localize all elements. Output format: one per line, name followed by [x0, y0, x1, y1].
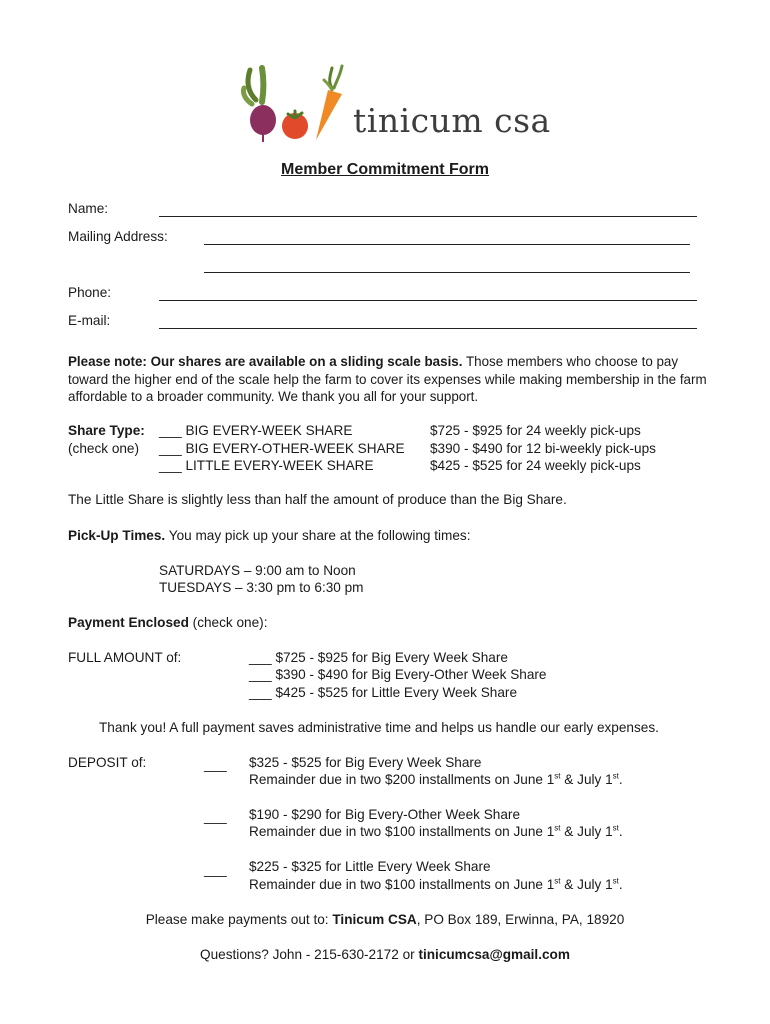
- deposit-option-1-sup-b: st: [612, 771, 619, 781]
- page-title: Member Commitment Form: [280, 161, 490, 178]
- beet-icon: [243, 68, 276, 142]
- deposit-option-2-sup-b: st: [612, 823, 619, 833]
- logo-wordmark: tinicum csa: [353, 101, 551, 140]
- payment-bold: Payment Enclosed: [68, 615, 189, 630]
- payment-address: [0, 912, 770, 927]
- tinicum-csa-logo: [236, 60, 356, 146]
- pickup-bold: Pick-Up Times.: [68, 528, 166, 543]
- deposit-option-2-sup-a: st: [554, 823, 561, 833]
- payment-heading: [68, 615, 267, 630]
- full-option-little-every-week[interactable]: ___ $425 - $525 for Little Every Week Share: [249, 685, 518, 700]
- deposit-option-1-rem-a: Remainder due in two $200 installments on June 1: [249, 772, 555, 787]
- pickup-times-heading: [68, 528, 471, 543]
- deposit-checkbox-2[interactable]: ___: [204, 809, 227, 824]
- share-price-big-every-other-week: $390 - $490 for 12 bi-weekly pick-ups: [430, 441, 656, 456]
- deposit-option-1-end: .: [618, 772, 623, 787]
- pickup-time-tuesday: TUESDAYS – 3:30 pm to 6:30 pm: [159, 580, 364, 595]
- payment-text: (check one):: [188, 615, 268, 630]
- deposit-option-2-remainder: [249, 824, 623, 839]
- contact-email[interactable]: tinicumcsa@gmail.com: [418, 947, 570, 962]
- deposit-option-1-sup-a: st: [554, 771, 561, 781]
- deposit-checkbox-3[interactable]: ___: [204, 862, 227, 877]
- deposit-option-2-title: $190 - $290 for Big Every-Other Week Share: [249, 807, 521, 822]
- note-heading: Please note: Our shares are available on a sliding scale basis.: [68, 354, 463, 369]
- phone-field[interactable]: [159, 300, 697, 301]
- deposit-option-1-title: $325 - $525 for Big Every Week Share: [249, 755, 482, 770]
- deposit-option-3-title: $225 - $325 for Little Every Week Share: [249, 859, 491, 874]
- share-option-little-every-week[interactable]: ___ LITTLE EVERY-WEEK SHARE: [159, 458, 374, 473]
- deposit-option-3-end: .: [618, 877, 623, 892]
- mailing-address-label: Mailing Address:: [68, 229, 168, 244]
- questions-contact: [0, 947, 770, 962]
- full-amount-label: FULL AMOUNT of:: [68, 650, 182, 665]
- deposit-option-3-remainder: [249, 877, 623, 892]
- pickup-text: You may pick up your share at the following times:: [165, 528, 471, 543]
- deposit-option-1-remainder: [249, 772, 623, 787]
- deposit-option-1-rem-b: & July 1: [560, 772, 613, 787]
- share-price-little-every-week: $425 - $525 for 24 weekly pick-ups: [430, 458, 641, 473]
- full-option-big-every-other-week[interactable]: ___ $390 - $490 for Big Every-Other Week Share: [249, 667, 547, 682]
- pay-payee: Tinicum CSA: [332, 912, 417, 927]
- name-field[interactable]: [159, 216, 697, 217]
- deposit-checkbox-1[interactable]: ___: [204, 757, 227, 772]
- share-type-label: Share Type:: [68, 423, 145, 438]
- little-share-note: The Little Share is slightly less than half the amount of produce than the Big Share.: [68, 492, 567, 507]
- deposit-option-2-rem-b: & July 1: [560, 824, 613, 839]
- questions-text: Questions? John - 215-630-2172 or: [200, 947, 419, 962]
- deposit-option-3-sup-a: st: [554, 876, 561, 886]
- tomato-icon: [282, 111, 308, 139]
- phone-label: Phone:: [68, 285, 112, 300]
- email-label: E-mail:: [68, 313, 111, 328]
- share-price-big-every-week: $725 - $925 for 24 weekly pick-ups: [430, 423, 641, 438]
- mailing-address-field[interactable]: [204, 244, 690, 245]
- deposit-option-3-rem-a: Remainder due in two $100 installments on June 1: [249, 877, 555, 892]
- name-label: Name:: [68, 201, 109, 216]
- share-type-sublabel: (check one): [68, 441, 140, 456]
- pay-post: , PO Box 189, Erwinna, PA, 18920: [416, 912, 625, 927]
- deposit-option-2-rem-a: Remainder due in two $100 installments on June 1: [249, 824, 555, 839]
- email-field[interactable]: [159, 328, 697, 329]
- sliding-scale-note: [68, 353, 708, 406]
- deposit-label: DEPOSIT of:: [68, 755, 147, 770]
- pickup-time-saturday: SATURDAYS – 9:00 am to Noon: [159, 563, 356, 578]
- deposit-option-3-sup-b: st: [612, 876, 619, 886]
- full-payment-thanks: Thank you! A full payment saves administrative time and helps us handle our early expenses.: [99, 720, 659, 735]
- full-option-big-every-week[interactable]: ___ $725 - $925 for Big Every Week Share: [249, 650, 508, 665]
- mailing-address-field-2[interactable]: [204, 272, 690, 273]
- deposit-option-2-end: .: [618, 824, 623, 839]
- note-text: Those members who choose to pay toward the higher end of the scale help the farm to cover its expenses while making membership in the farm affordable to a broader community. We thank you all for your support.: [68, 354, 707, 404]
- share-option-big-every-other-week[interactable]: ___ BIG EVERY-OTHER-WEEK SHARE: [159, 441, 405, 456]
- deposit-option-3-rem-b: & July 1: [560, 877, 613, 892]
- carrot-icon: [316, 66, 342, 140]
- share-option-big-every-week[interactable]: ___ BIG EVERY-WEEK SHARE: [159, 423, 353, 438]
- pay-pre: Please make payments out to:: [145, 912, 333, 927]
